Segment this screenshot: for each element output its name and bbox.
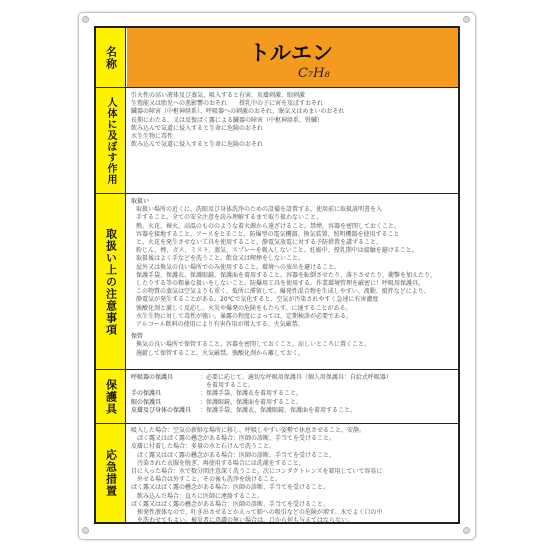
storage-line: 施錠して保管すること。火気厳禁。強酸化剤から離しておく。 xyxy=(136,349,304,357)
firstaid-label-cell xyxy=(96,424,126,522)
handling-line: 強酸化剤と激しく反応し、火災や爆発の危険をもたらす。に達することがある。 xyxy=(136,304,352,312)
effects-line: 長期にわたる、又は反復ばく露による臓器の障害（中枢神経系、腎臓） xyxy=(131,116,324,124)
effects-line: 飲み込んで気道に侵入すると生命に危険のおそれ xyxy=(131,141,264,149)
firstaid-line: ばく露又はばく露の懸念がある場合：医師の診断、手当てを受けること。 xyxy=(131,500,330,508)
handling-label: 取扱い上の注意事項 xyxy=(104,227,118,336)
name-value-cell xyxy=(127,28,458,87)
handling-line: したりする等の粗暴な扱いをしないこと。防爆用工具を使用する。作業環境管理を厳密に！呼吸用保護具。 xyxy=(136,280,425,288)
protective-item xyxy=(127,407,458,415)
mounting-hole-bottom-right xyxy=(463,527,470,534)
handling-line: 熱、火花、裸火、高温のもののような着火源から遠ざけること。禁煙。容器を密閉しておくこと。 xyxy=(136,222,401,230)
firstaid-line: ばく露又はばく露の懸念がある場合：医師の診断、手当てを受けること。 xyxy=(131,451,336,459)
handling-line: 容器を接地すること。アースをとること。防爆型の電気機器、換気装置、照明機器を使用すること xyxy=(136,230,400,238)
effects-text xyxy=(127,88,458,193)
protective-item-desc: ：保護手袋、保護衣を着用すること。 xyxy=(200,390,303,398)
handling-line: アルコール飲料の使用により有害作用が増大する。火気厳禁。 xyxy=(136,321,304,329)
protective-item-name: 皮膚及び身体の保護具 xyxy=(131,406,192,414)
protective-item xyxy=(127,399,458,407)
protective-row xyxy=(96,370,458,424)
firstaid-row xyxy=(96,424,458,525)
name-label-cell xyxy=(96,28,126,87)
name-row xyxy=(96,28,458,88)
handling-line: 手すること。全ての安全注意を読み理解するまで取り扱わないこと。 xyxy=(136,214,323,222)
firstaid-line: 汚染された衣服を脱ぎ、再使用する場合には洗濯をすること。 xyxy=(131,459,305,467)
handling-line: 水生生物に対して毒性が強い。暴露の程度によっては、定期検診が必要である。 xyxy=(136,312,353,320)
firstaid-line: 外せる場合は外すこと。その後も洗浄を続けること。 xyxy=(131,476,282,484)
protective-item xyxy=(127,390,458,398)
firstaid-label: 応急措置 xyxy=(104,449,118,497)
storage-section-title: 保管 xyxy=(131,333,144,341)
firstaid-line: 揮発性液体なので、吐き出させるとかえって肺への吸引などの危険が増す。水でよく口の中 xyxy=(131,509,383,517)
handling-line: 静電気が発生することがある。20℃で気化すると、空気が汚染されやすく急速に有害濃度 xyxy=(136,296,379,304)
protective-item-desc: ：保護手袋、保護衣、保護眼鏡、保護面を着用すること。 xyxy=(200,406,357,414)
mounting-hole-top-right xyxy=(463,16,470,23)
protective-item xyxy=(127,374,458,382)
mounting-hole-top-left xyxy=(82,16,89,23)
protective-item-desc: を着用すること。 xyxy=(200,382,255,390)
chemical-formula: C₇H₈ xyxy=(298,66,330,81)
handling-line: 保護手袋、保護衣、保護眼鏡、保護面を着用すること。容器を転倒させたり、落下させたり、衝撃を加えたり、 xyxy=(136,271,437,279)
firstaid-line: 飲み込んだ場合：直ちに医師に連絡すること。 xyxy=(131,492,264,500)
handling-label-cell xyxy=(96,194,126,369)
handling-line: 取扱い場所の近くに、洗眼及び身体洗浄のための設備を設置する。使用前に取扱説明書を入 xyxy=(136,206,383,214)
handling-section-title: 取扱い xyxy=(131,198,150,205)
firstaid-line: ばく露又はばく露の懸念がある場合：医師の診断、手当てを受けること。 xyxy=(131,484,330,492)
effects-label: 人体に及ぼす作用 xyxy=(105,96,116,185)
name-label: 名称 xyxy=(104,45,118,70)
firstaid-line: ばく露又はばく露の懸念がある場合：医師の診断、手当てを受けること。 xyxy=(131,435,336,443)
chemical-name: トルエン xyxy=(249,41,333,65)
protective-label-cell xyxy=(96,370,126,423)
handling-line: と。火花を発生させない工具を使用すること。静電気放電に対する予防措置を講ずること。 xyxy=(136,239,383,247)
effects-label-cell xyxy=(96,88,126,193)
mounting-hole-bottom-left xyxy=(82,527,89,534)
effects-row xyxy=(96,88,458,194)
firstaid-line: を洗わせてもよい。被災者に意識の無い場合は、口から何も与えてはならない。 xyxy=(131,517,354,525)
protective-item-name: 眼の保護具 xyxy=(131,398,162,406)
handling-line: 粉じん、煙、ガス、ミスト、蒸気、スプレーを吸入しないこと。妊娠中、授乳期中は接触を避けること。 xyxy=(136,247,418,255)
firstaid-line: 皮膚に付着した場合：多量の水と石けんで洗うこと。 xyxy=(131,443,276,451)
handling-line: この物質の蒸気は空気よりも重く、低所に滞留して、爆発性混合物を生成しやすい。流動、撹拌などにより、 xyxy=(136,288,430,296)
handling-line: 屋外又は換気の良い場所でのみ使用すること。環境への放出を避けること。 xyxy=(136,263,341,271)
chemical-info-sheet xyxy=(94,26,460,524)
firstaid-line: 目に入った場合：水で数分間注意深く洗うこと。次にコンタクトレンズを着用していて容易に xyxy=(131,468,383,476)
protective-text xyxy=(127,370,458,423)
effects-line: 生殖能又は胎児への悪影響のおそれ 授乳中の子に害を及ぼすおそれ xyxy=(131,100,324,108)
handling-row xyxy=(96,194,458,370)
firstaid-line: 吸入した場合：空気の新鮮な場所に移し、呼吸しやすい姿勢で休息させること。安静。 xyxy=(131,427,366,434)
effects-line: 水生生物に毒性 xyxy=(131,133,174,141)
protective-item-desc: ：必要に応じて、適切な呼吸用保護具（個人用保護具：自給式呼吸器） xyxy=(200,374,392,381)
protective-item-desc: ：保護眼鏡、保護面を着用すること。 xyxy=(200,398,303,406)
protective-label: 保護具 xyxy=(104,378,118,415)
effects-line: 飲み込んで気道に侵入すると生命に危険のおそれ xyxy=(131,124,264,132)
handling-line: 取扱後はよく手などを洗うこと。飲食又は喫煙をしないこと。 xyxy=(136,255,305,263)
effects-line: 臓器の障害（中枢神経系）、呼吸器への刺激のおそれ、眠気又はめまいのおそれ xyxy=(131,108,345,116)
protective-item-name: 呼吸器の保護具 xyxy=(131,374,174,381)
protective-item-name: 手の保護具 xyxy=(131,390,162,398)
handling-text xyxy=(127,194,458,369)
storage-line: 換気の良い場所で保管すること。容器を密閉しておくこと。涼しいところに置くこと。 xyxy=(136,341,371,349)
firstaid-text xyxy=(127,424,458,525)
effects-line: 引火性の高い液体及び蒸気、吸入すると有害、皮膚刺激、眼刺激 xyxy=(131,92,306,99)
